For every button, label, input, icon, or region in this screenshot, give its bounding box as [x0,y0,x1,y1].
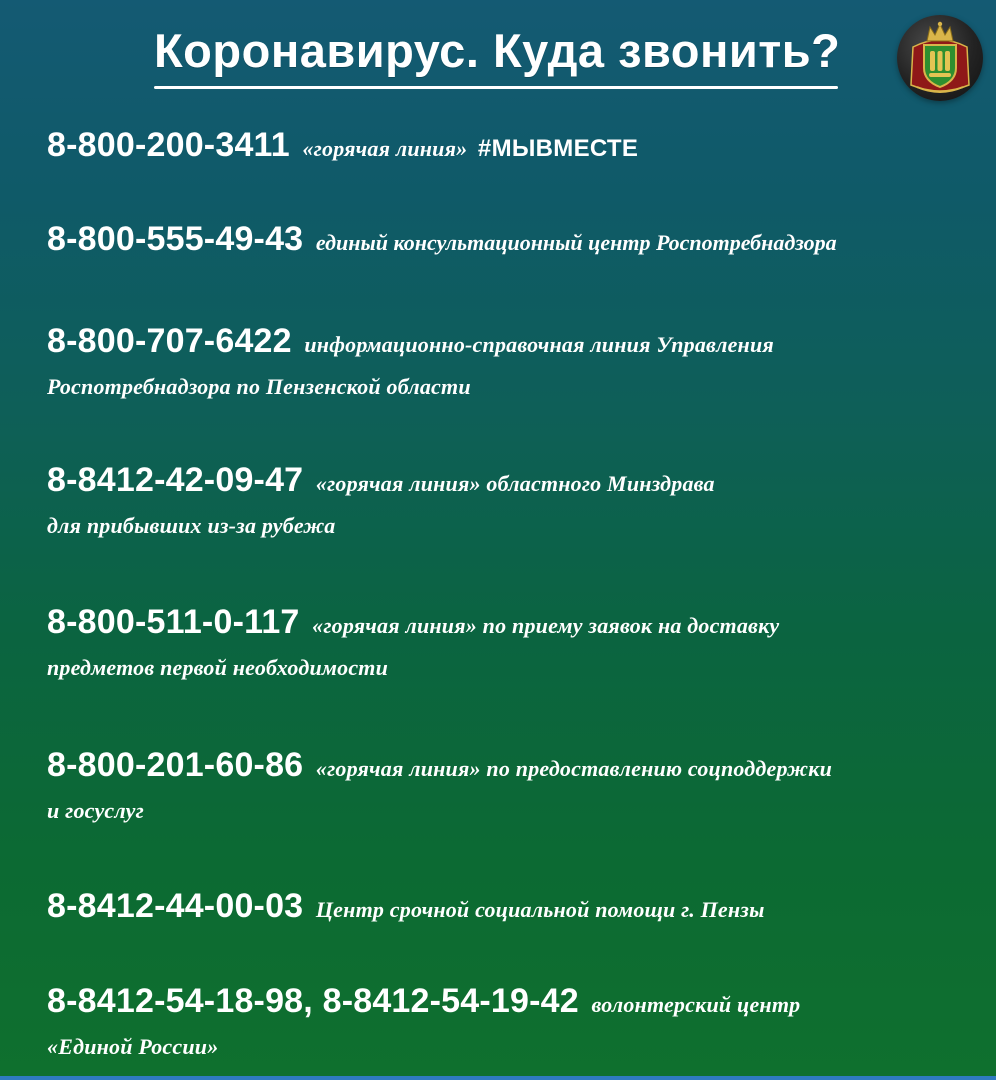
entry-description-continued: для прибывших из-за рубежа [47,513,336,538]
entry-line [47,219,987,265]
list-item [47,460,987,542]
entry-description: «горячая линия» по предоставлению соцподдержки [315,756,833,781]
coat-of-arms-icon [897,15,983,101]
page-title: Коронавирус. Куда звонить? [154,24,841,77]
entry-description: информационно-справочная линия Управления [304,332,774,357]
phone-number: 8-8412-54-18-98, 8-8412-54-19-42 [47,982,579,1020]
phone-number: 8-8412-42-09-47 [47,461,304,499]
entry-description: «горячая линия» областного Минздрава [315,471,715,496]
phone-number: 8-8412-44-00-03 [47,887,304,925]
entry-line [47,460,987,506]
entry-description-continued: и госуслуг [47,798,144,823]
phone-number: 8-800-511-0-117 [47,603,300,641]
list-item [47,602,987,684]
entry-description: «горячая линия» по приему заявок на доставку [312,613,780,638]
entry-description-continued: Роспотребнадзора по Пензенской области [47,374,471,399]
list-item [47,125,987,171]
list-item [47,219,987,265]
coat-of-arms-graphic [897,15,983,101]
entry-line [47,125,987,171]
entry-description: волонтерский центр [591,992,801,1017]
entry-line [47,745,987,791]
hashtag: #МЫВМЕСТЕ [477,135,639,162]
entry-description: единый консультационный центр Роспотребнадзора [315,230,837,255]
list-item [47,321,987,403]
list-item [47,745,987,827]
phone-number: 8-800-707-6422 [47,322,292,360]
title-underline [154,86,838,89]
header [0,0,996,112]
bottom-bar [0,1076,996,1080]
list-item [47,886,987,932]
entry-line [47,602,987,648]
entry-description-continued: «Единой России» [47,1034,219,1059]
phone-number: 8-800-201-60-86 [47,746,304,784]
entry-line [47,981,987,1027]
phone-number: 8-800-200-3411 [47,126,290,164]
entry-description: «горячая линия» [302,136,468,161]
entry-description-continued: предметов первой необходимости [47,655,389,680]
list-item [47,981,987,1063]
entry-description: Центр срочной социальной помощи г. Пензы [315,897,765,922]
phone-number: 8-800-555-49-43 [47,220,304,258]
entry-line [47,321,987,367]
entry-line [47,886,987,932]
